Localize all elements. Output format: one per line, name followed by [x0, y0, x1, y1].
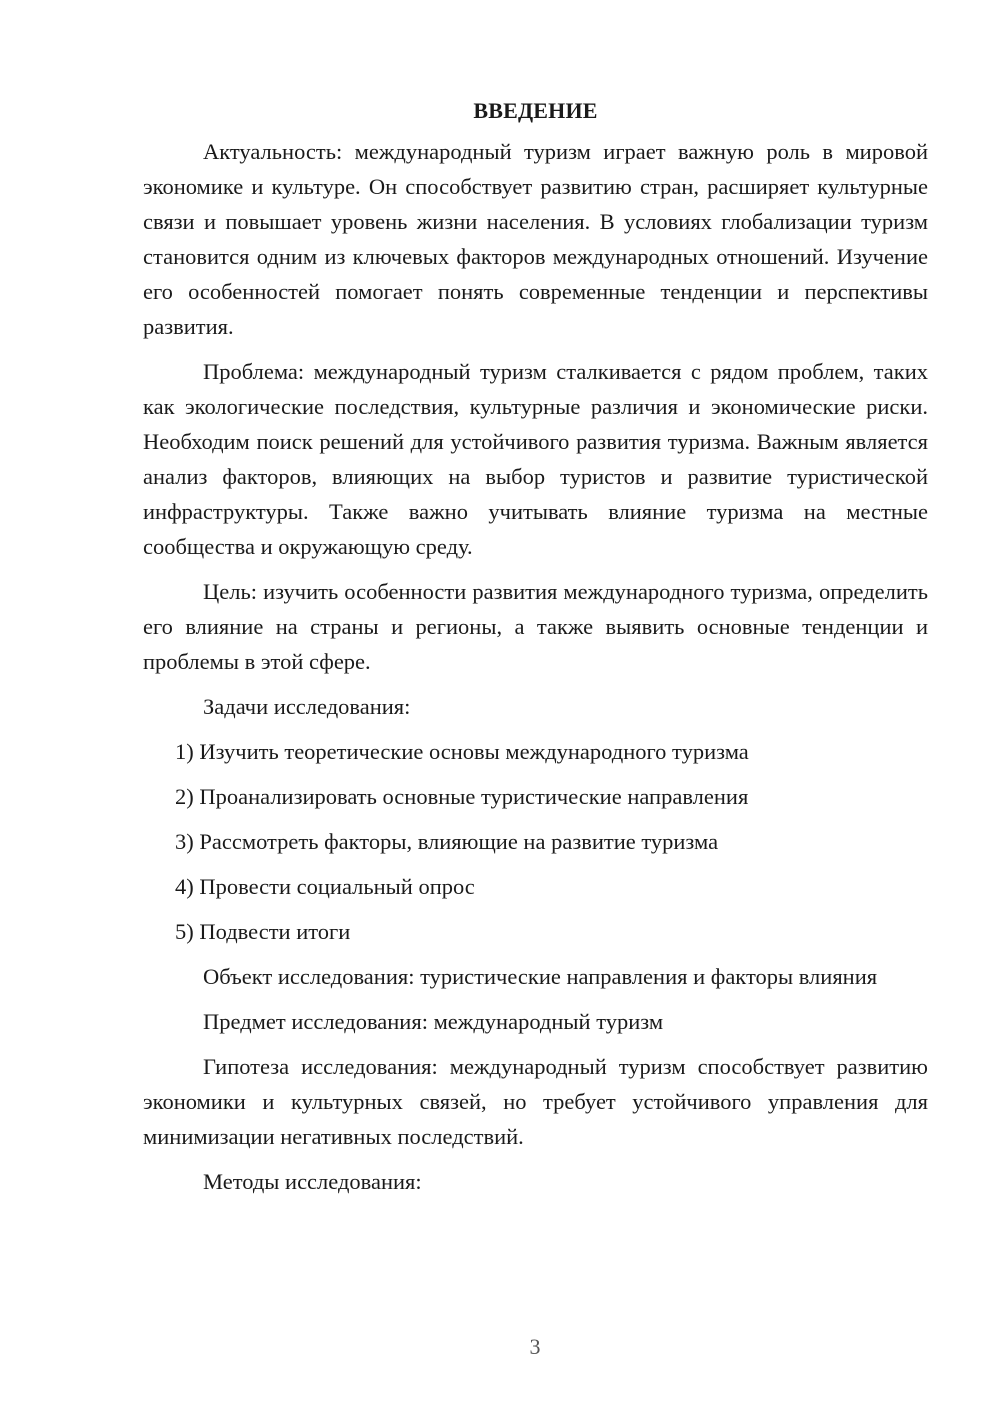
- subject-paragraph: Предмет исследования: международный туризм: [203, 1009, 664, 1034]
- hypothesis-paragraph: Гипотеза исследования: международный туризм способствует развитию экономики и культурных связей, но требует устойчивого управления для минимизации негативных последствий.: [143, 1054, 928, 1149]
- problem-paragraph: Проблема: международный туризм сталкивается с рядом проблем, таких как экологические последствия, культурные различия и экономические риски. Необходим поиск решений для устойчивого развития туризма. Важным является анализ факторов, влияющих на выбор туристов и развитие туристической инфраструктуры. Также важно учитывать влияние туризма на местные сообщества и окружающую среду.: [143, 359, 928, 559]
- relevance-paragraph: Актуальность: международный туризм играет важную роль в мировой экономике и культуре. Он способствует развитию стран, расширяет культурные связи и повышает уровень жизни населения. В условиях глобализации туризм становится одним из ключевых факторов международных отношений. Изучение его особенностей помогает понять современные тенденции и перспективы развития.: [143, 139, 928, 339]
- list-item: 3) Рассмотреть факторы, влияющие на развитие туризма: [175, 829, 719, 854]
- section-title: ВВЕДЕНИЕ: [473, 98, 598, 123]
- tasks-list: [143, 734, 928, 949]
- methods-heading: Методы исследования:: [203, 1169, 422, 1194]
- list-item: 4) Провести социальный опрос: [175, 874, 475, 899]
- goal-paragraph: Цель: изучить особенности развития международного туризма, определить его влияние на страны и регионы, а также выявить основные тенденции и проблемы в этой сфере.: [143, 579, 928, 674]
- page-number: 3: [529, 1334, 541, 1359]
- tasks-heading: Задачи исследования:: [203, 694, 411, 719]
- page-content: [143, 96, 928, 1209]
- object-paragraph: Объект исследования: туристические направления и факторы влияния: [203, 964, 878, 989]
- list-item: 1) Изучить теоретические основы международного туризма: [175, 739, 749, 764]
- list-item: 2) Проанализировать основные туристические направления: [175, 784, 749, 809]
- list-item: 5) Подвести итоги: [175, 919, 351, 944]
